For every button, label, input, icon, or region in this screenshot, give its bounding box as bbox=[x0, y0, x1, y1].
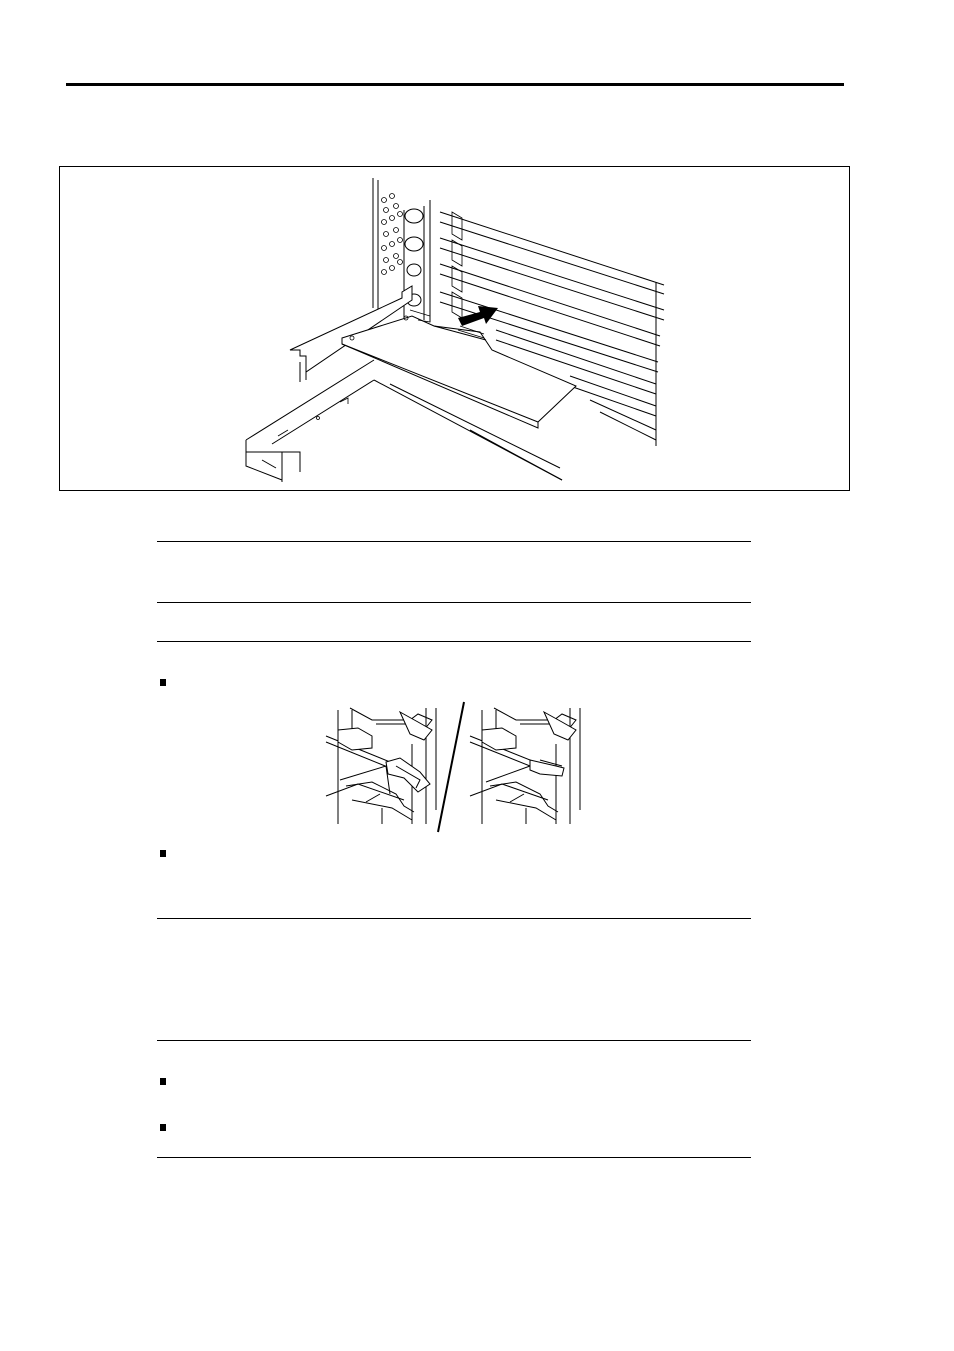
note-box-1-bottom-rule bbox=[157, 602, 751, 603]
note-box-2-bottom-rule bbox=[157, 641, 751, 642]
square-bullet-icon bbox=[160, 679, 166, 686]
comparison-divider bbox=[438, 702, 464, 832]
slot-clips bbox=[404, 200, 430, 330]
note-box-1-top-rule bbox=[157, 541, 751, 542]
retention-latch-comparison bbox=[326, 702, 580, 832]
note-box-3-bottom-rule bbox=[157, 1040, 751, 1041]
square-bullet-icon bbox=[160, 1124, 166, 1131]
insert-arrow-icon bbox=[458, 306, 498, 326]
latch-incorrect-panel bbox=[326, 708, 436, 824]
note-box-3-top-rule bbox=[157, 918, 751, 919]
square-bullet-icon bbox=[160, 1078, 166, 1085]
bullet-list-2-bottom-rule bbox=[157, 1157, 751, 1158]
vent-holes bbox=[382, 194, 403, 275]
pci-card bbox=[342, 310, 576, 428]
latch-correct-panel bbox=[470, 708, 580, 824]
expansion-slots bbox=[440, 212, 664, 446]
square-bullet-icon bbox=[160, 850, 166, 857]
card-insertion-illustration bbox=[246, 178, 664, 482]
